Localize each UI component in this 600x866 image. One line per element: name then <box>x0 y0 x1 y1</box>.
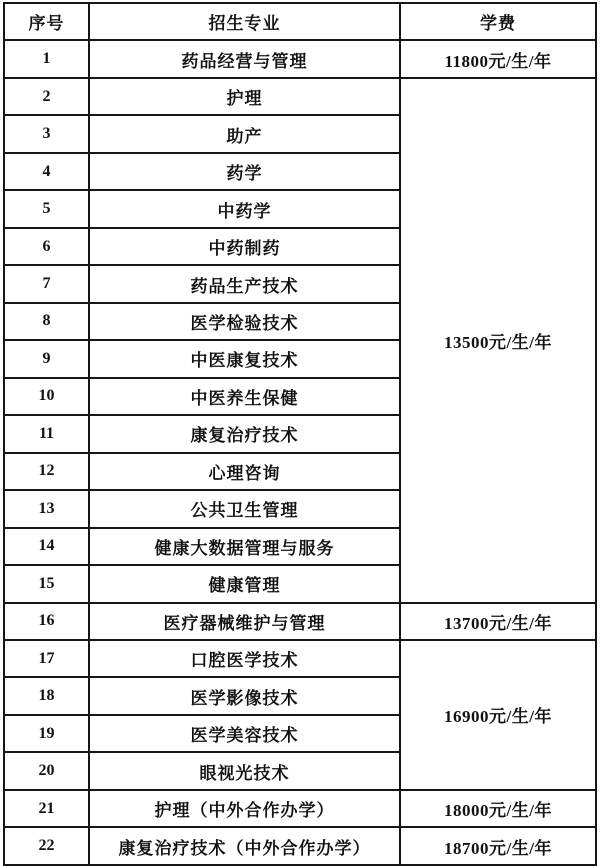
row-number-cell: 1 <box>4 40 89 77</box>
row-number-cell: 17 <box>4 640 89 677</box>
major-cell: 护理 <box>89 78 400 115</box>
fee-cell: 11800元/生/年 <box>400 40 596 77</box>
major-cell: 康复治疗技术（中外合作办学） <box>89 827 400 864</box>
table-row <box>4 790 596 827</box>
table-row <box>4 640 596 677</box>
fee-cell: 18700元/生/年 <box>400 827 596 864</box>
major-cell: 中医养生保健 <box>89 378 400 415</box>
row-number-cell: 16 <box>4 603 89 640</box>
header-row <box>4 3 596 40</box>
major-cell: 康复治疗技术 <box>89 415 400 452</box>
major-cell: 药品经营与管理 <box>89 40 400 77</box>
major-cell: 中药制药 <box>89 228 400 265</box>
header-cell-no: 序号 <box>4 3 89 40</box>
major-cell: 医学美容技术 <box>89 715 400 752</box>
row-number-cell: 15 <box>4 565 89 602</box>
row-number-cell: 8 <box>4 303 89 340</box>
tuition-fee-table <box>3 2 597 866</box>
row-number-cell: 7 <box>4 265 89 302</box>
major-cell: 助产 <box>89 115 400 152</box>
header-cell-major: 招生专业 <box>89 3 400 40</box>
major-cell: 药学 <box>89 153 400 190</box>
row-number-cell: 9 <box>4 340 89 377</box>
major-cell: 药品生产技术 <box>89 265 400 302</box>
major-cell: 中药学 <box>89 190 400 227</box>
major-cell: 健康管理 <box>89 565 400 602</box>
fee-cell: 13500元/生/年 <box>400 78 596 603</box>
row-number-cell: 10 <box>4 378 89 415</box>
table-row <box>4 603 596 640</box>
row-number-cell: 13 <box>4 490 89 527</box>
table-body <box>4 40 596 864</box>
fee-cell: 16900元/生/年 <box>400 640 596 790</box>
row-number-cell: 18 <box>4 677 89 714</box>
major-cell: 医学影像技术 <box>89 677 400 714</box>
table-header <box>4 3 596 40</box>
row-number-cell: 11 <box>4 415 89 452</box>
row-number-cell: 5 <box>4 190 89 227</box>
major-cell: 中医康复技术 <box>89 340 400 377</box>
major-cell: 健康大数据管理与服务 <box>89 528 400 565</box>
major-cell: 口腔医学技术 <box>89 640 400 677</box>
row-number-cell: 22 <box>4 827 89 864</box>
row-number-cell: 19 <box>4 715 89 752</box>
table-row <box>4 40 596 77</box>
major-cell: 医疗器械维护与管理 <box>89 603 400 640</box>
row-number-cell: 21 <box>4 790 89 827</box>
row-number-cell: 3 <box>4 115 89 152</box>
fee-cell: 18000元/生/年 <box>400 790 596 827</box>
major-cell: 医学检验技术 <box>89 303 400 340</box>
fee-cell: 13700元/生/年 <box>400 603 596 640</box>
row-number-cell: 12 <box>4 453 89 490</box>
header-cell-fee: 学费 <box>400 3 596 40</box>
major-cell: 护理（中外合作办学） <box>89 790 400 827</box>
row-number-cell: 6 <box>4 228 89 265</box>
table-row <box>4 827 596 864</box>
row-number-cell: 2 <box>4 78 89 115</box>
row-number-cell: 20 <box>4 752 89 789</box>
major-cell: 心理咨询 <box>89 453 400 490</box>
table-row <box>4 78 596 115</box>
major-cell: 眼视光技术 <box>89 752 400 789</box>
row-number-cell: 4 <box>4 153 89 190</box>
major-cell: 公共卫生管理 <box>89 490 400 527</box>
row-number-cell: 14 <box>4 528 89 565</box>
